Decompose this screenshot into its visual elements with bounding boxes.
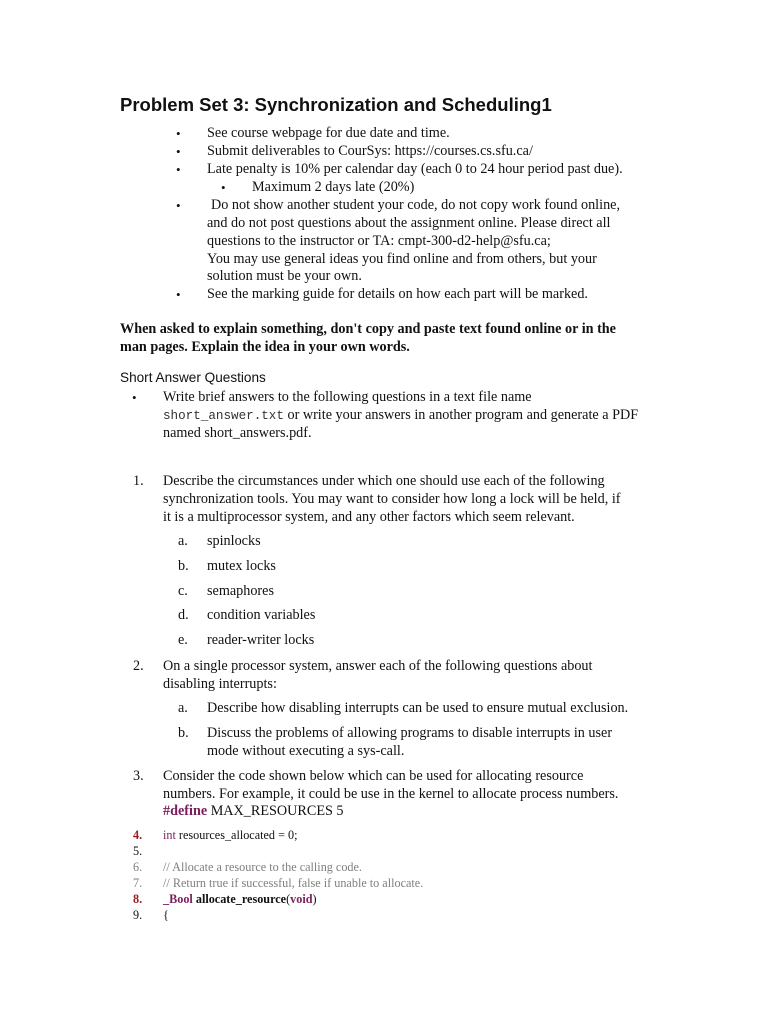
code-token: resources_allocated = 0; [175, 828, 298, 842]
line-number: 5. [133, 844, 143, 858]
intro-line [163, 406, 638, 425]
bullet-icon: • [176, 198, 181, 213]
line-number: 7. [133, 876, 143, 890]
code-text [163, 891, 317, 907]
bullet-icon: • [176, 126, 181, 141]
list-item: Submit deliverables to CourSys: https://courses.cs.sfu.ca/ [207, 143, 533, 159]
list-item: Do not show another student your code, do not copy work found online, [211, 197, 621, 213]
warning-line: man pages. Explain the idea in your own words. [120, 339, 410, 355]
sub-item: Discuss the problems of allowing programs to disable interrupts in user [207, 725, 613, 741]
question-line: Describe the circumstances under which one should use each of the following [163, 473, 605, 489]
question-line: synchronization tools. You may want to consider how long a lock will be held, if [163, 491, 621, 507]
item-letter: a. [178, 700, 188, 716]
code-token: // Return true if successful, false if unable to allocate. [163, 876, 424, 890]
page-title: Problem Set 3: Synchronization and Scheduling1 [120, 94, 552, 115]
intro-line: Write brief answers to the following questions in a text file name [163, 389, 532, 405]
list-item-line: You may use general ideas you find online and from others, but your [207, 251, 597, 267]
code-token: void [290, 892, 313, 906]
code-token: { [163, 908, 169, 922]
bullet-icon: • [176, 162, 181, 177]
define-line [163, 802, 344, 820]
code-token: allocate_resource [192, 892, 287, 906]
question-line: it is a multiprocessor system, and any other factors which seem relevant. [163, 509, 575, 525]
define-keyword: #define [163, 803, 208, 819]
question-line: Consider the code shown below which can be used for allocating resource [163, 768, 584, 784]
item-letter: a. [178, 533, 188, 549]
intro-line: named short_answers.pdf. [163, 425, 312, 441]
sub-item: spinlocks [207, 533, 261, 549]
line-number: 4. [133, 828, 143, 842]
filename-code: short_answer.txt [163, 409, 284, 423]
define-rest: MAX_RESOURCES 5 [207, 803, 344, 819]
section-heading: Short Answer Questions [120, 370, 266, 385]
sub-item: condition variables [207, 607, 316, 623]
list-item: Late penalty is 10% per calendar day (each 0 to 24 hour period past due). [207, 161, 623, 177]
bullet-icon: • [176, 144, 181, 159]
bullet-icon: • [176, 287, 181, 302]
code-text [163, 827, 297, 843]
intro-line-rest: or write your answers in another program and generate a PDF [283, 407, 639, 423]
code-token: int [163, 828, 176, 842]
question-number: 2. [133, 658, 144, 674]
item-letter: e. [178, 632, 188, 648]
list-item-line: questions to the instructor or TA: cmpt-300-d2-help@sfu.ca; [207, 233, 551, 249]
sub-item: reader-writer locks [207, 632, 315, 648]
code-text [163, 907, 169, 923]
item-letter: b. [178, 558, 189, 574]
list-item-line: and do not post questions about the assignment online. Please direct all [207, 215, 611, 231]
code-token: _Bool [163, 892, 193, 906]
bullet-icon: • [221, 180, 226, 195]
line-number: 6. [133, 860, 143, 874]
code-text [163, 859, 362, 875]
bullet-icon: • [132, 390, 137, 405]
sub-item: mutex locks [207, 558, 276, 574]
list-item-line: solution must be your own. [207, 268, 362, 284]
item-letter: c. [178, 583, 188, 599]
question-number: 1. [133, 473, 144, 489]
question-number: 3. [133, 768, 144, 784]
code-text [163, 875, 423, 891]
question-line: numbers. For example, it could be use in the kernel to allocate process numbers. [163, 786, 619, 802]
list-item: See the marking guide for details on how each part will be marked. [207, 286, 588, 302]
line-number: 8. [133, 892, 143, 906]
code-token: ( [286, 892, 291, 906]
list-item: Maximum 2 days late (20%) [252, 179, 415, 195]
code-token: ) [312, 892, 317, 906]
item-letter: b. [178, 725, 189, 741]
code-token: // Allocate a resource to the calling code. [163, 860, 362, 874]
sub-item-line: mode without executing a sys-call. [207, 743, 405, 759]
warning-line: When asked to explain something, don't copy and paste text found online or in the [120, 321, 616, 337]
line-number: 9. [133, 908, 143, 922]
sub-item: semaphores [207, 583, 274, 599]
question-line: On a single processor system, answer each of the following questions about [163, 658, 593, 674]
question-line: disabling interrupts: [163, 676, 277, 692]
list-item: See course webpage for due date and time. [207, 125, 450, 141]
sub-item: Describe how disabling interrupts can be used to ensure mutual exclusion. [207, 700, 629, 716]
item-letter: d. [178, 607, 189, 623]
